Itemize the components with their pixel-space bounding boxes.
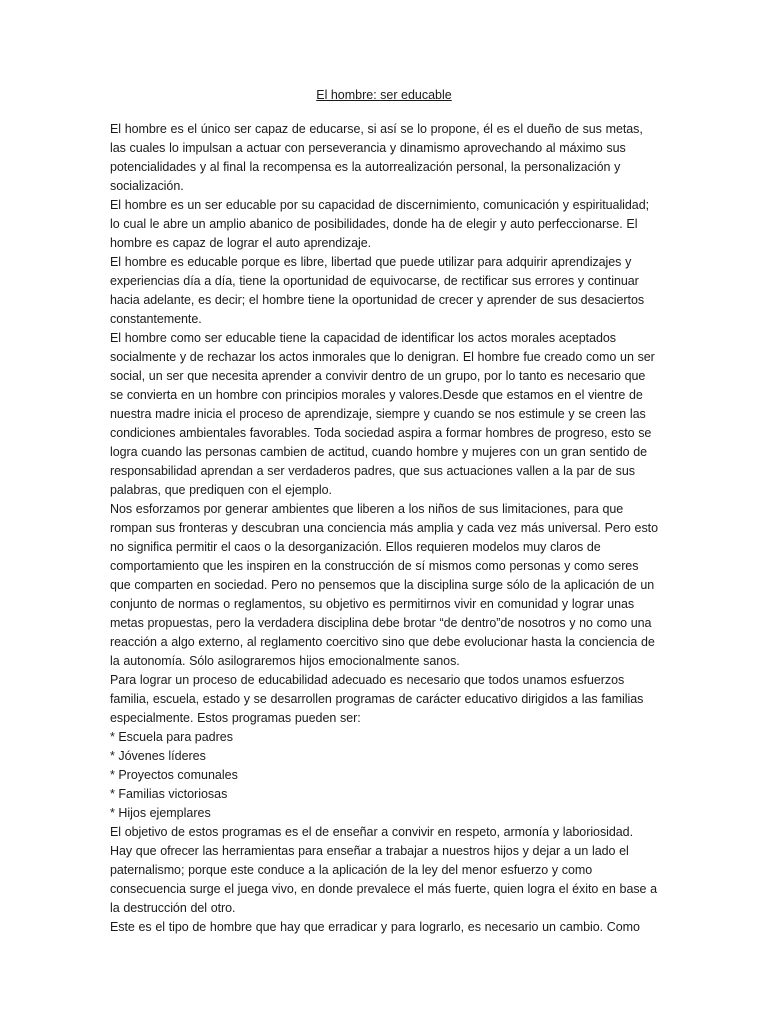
paragraph-5: Nos esforzamos por generar ambientes que liberen a los niños de sus limitaciones, para que rompan sus fronteras y descubran una conciencia más amplia y cada vez más universal. Pero esto no significa permitir el caos o la desorganización. Ellos requieren modelos muy claros de comportamiento que les inspiren en la construcción de sí mismos como personas y como seres que comparten en sociedad. Pero no pensemos que la disciplina surge sólo de la aplicación de un conjunto de normas o reglamentos, su objetivo es permitirnos vivir en comunidad y lograr unas metas propuestas, pero la verdadera disciplina debe brotar “de dentro”de nosotros y no como una reacción a algo externo, al reglamento coercitivo sino que debe evolucionar hasta la conciencia de la autonomía. Sólo asilograremos hijos emocionalmente sanos.: [110, 502, 658, 668]
list-item: * Jóvenes líderes: [110, 749, 206, 763]
list-item: * Familias victoriosas: [110, 787, 228, 801]
document-page: [110, 86, 658, 937]
document-title: El hombre: ser educable: [316, 88, 452, 102]
list-item: * Hijos ejemplares: [110, 806, 211, 820]
list-item: * Escuela para padres: [110, 730, 233, 744]
paragraph-4: El hombre como ser educable tiene la capacidad de identificar los actos morales aceptados socialmente y de rechazar los actos inmorales que lo denigran. El hombre fue creado como un ser social, un ser que necesita aprender a convivir dentro de un grupo, por lo tanto es necesario que se convierta en un hombre con principios morales y valores.Desde que estamos en el vientre de nuestra madre inicia el proceso de aprendizaje, siempre y cuando se nos estimule y se creen las condiciones ambientales favorables. Toda sociedad aspira a formar hombres de progreso, esto se logra cuando las personas cambien de actitud, cuando hombre y mujeres con un gran sentido de responsabilidad aprendan a ser verdaderos padres, que sus actuaciones vallen a la par de sus palabras, que prediquen con el ejemplo.: [110, 331, 655, 497]
paragraph-2: El hombre es un ser educable por su capacidad de discernimiento, comunicación y espiritualidad; lo cual le abre un amplio abanico de posibilidades, donde ha de elegir y auto perfeccionarse. El hombre es capaz de lograr el auto aprendizaje.: [110, 198, 650, 250]
programs-list: [110, 728, 658, 823]
paragraph-7: El objetivo de estos programas es el de enseñar a convivir en respeto, armonía y laboriosidad. Hay que ofrecer las herramientas para enseñar a trabajar a nuestros hijos y dejar a un lado el paternalismo; porque este conduce a la aplicación de la ley del menor esfuerzo y como consecuencia surge el juega vivo, en donde prevalece el más fuerte, quien logra el éxito en base a la destrucción del otro.: [110, 825, 658, 915]
list-item: * Proyectos comunales: [110, 768, 238, 782]
paragraph-8: Este es el tipo de hombre que hay que erradicar y para lograrlo, es necesario un cambio. Como: [110, 920, 640, 934]
paragraph-6: Para lograr un proceso de educabilidad adecuado es necesario que todos unamos esfuerzos familia, escuela, estado y se desarrollen programas de carácter educativo dirigidos a las familias especialmente. Estos programas pueden ser:: [110, 673, 644, 725]
paragraph-3: El hombre es educable porque es libre, libertad que puede utilizar para adquirir aprendizajes y experiencias día a día, tiene la oportunidad de equivocarse, de rectificar sus errores y continuar hacia adelante, es decir; el hombre tiene la oportunidad de crecer y aprender de sus desaciertos constantemente.: [110, 255, 645, 326]
paragraph-1: El hombre es el único ser capaz de educarse, si así se lo propone, él es el dueño de sus metas, las cuales lo impulsan a actuar con perseverancia y dinamismo aprovechando al máximo sus potencialidades y al final la recompensa es la autorrealización personal, la personalización y socialización.: [110, 122, 643, 193]
